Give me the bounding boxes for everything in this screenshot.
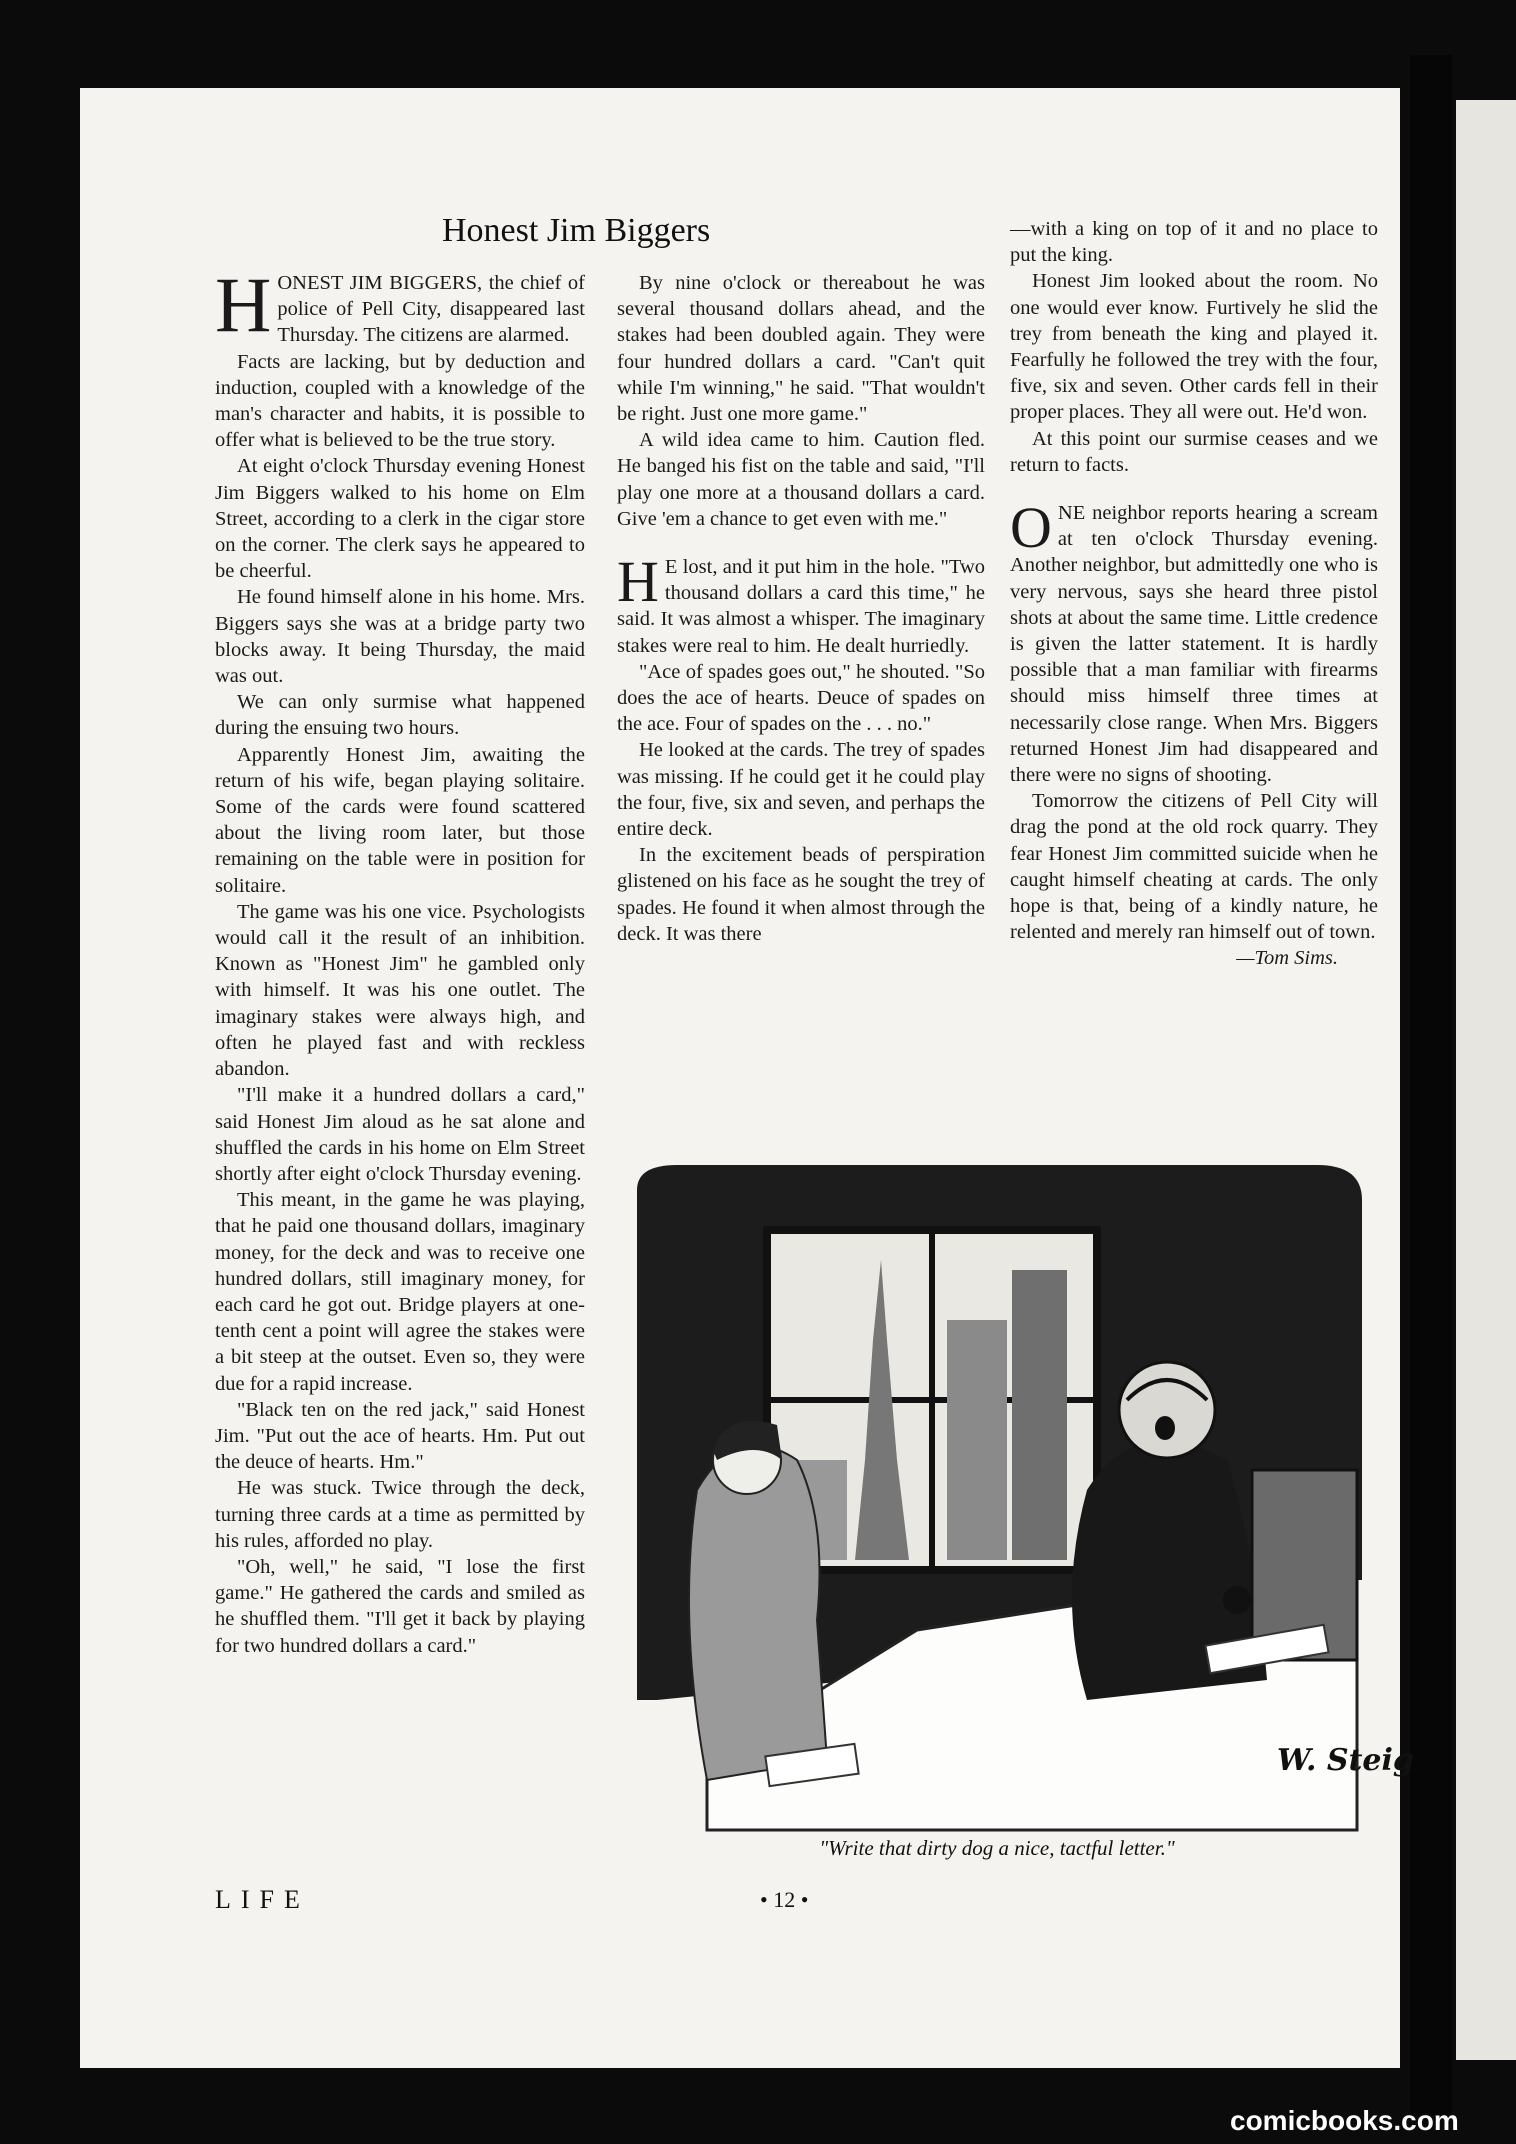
facing-page-edge [1456,100,1516,2060]
paragraph: "Oh, well," he said, "I lose the first game." He gathered the cards and smiled as he shuffled them. "I'll get it back by playing for two hundred dollars a card." [215,1555,585,1657]
paragraph: We can only surmise what happened during the ensuing two hours. [215,691,585,740]
paragraph: "Ace of spades goes out," he shouted. "So does the ace of hearts. Deuce of spades on the ace. Four of spades on the . . . no." [617,660,985,736]
paragraph: At this point our surmise ceases and we return to facts. [1010,427,1378,476]
binding-spine [1410,55,1452,2115]
paragraph: "I'll make it a hundred dollars a card," said Honest Jim aloud as he sat alone and shuffled the cards in his home on Elm Street shortly after eight o'clock Thursday evening. [215,1084,585,1185]
paragraph: This meant, in the game he was playing, that he paid one thousand dollars, imaginary money, for the deck and was to receive one hundred dollars, still imaginary money, for each card he got out. Bridge players at one-tenth cent a point will agree the stakes were a bit steep at the outset. Even so, they were due for a rapid increase. [215,1189,585,1395]
watermark: comicbooks.com [1230,2105,1459,2136]
author-signature: —Tom Sims. [1236,947,1338,970]
drop-cap: H [617,549,659,615]
paragraph: He found himself alone in his home. Mrs. Biggers says she was at a bridge party two blocks away. It being Thursday, the maid was out. [215,586,585,688]
paragraph: A wild idea came to him. Caution fled. He banged his fist on the table and said, "I'll play one more at a thousand dollars a card. Give 'em a chance to get even with me." [617,429,985,530]
article-column-2 [617,270,985,947]
artist-signature: W. Steig [1277,1743,1414,1778]
magazine-name: LIFE [215,1885,310,1914]
page-number: • 12 • [760,1887,809,1912]
drop-cap: H [215,261,272,348]
cartoon-caption: "Write that dirty dog a nice, tactful letter." [819,1836,1175,1860]
article-column-3 [1010,216,1378,972]
drop-cap: O [1010,495,1052,561]
cartoon-illustration [617,1160,1414,1830]
paragraph: HONEST JIM BIGGERS, the chief of police of Pell City, disappeared last Thursday. The citizens are alarmed. [215,261,585,348]
paragraph: Apparently Honest Jim, awaiting the return of his wife, began playing solitaire. Some of the cards were found scattered about the living room later, but those remaining on the table were in position for solitaire. [215,743,585,897]
paragraph: "Black ten on the red jack," said Honest Jim. "Put out the ace of hearts. Hm. Put out the deuce of hearts. Hm." [215,1398,585,1474]
paragraph: H E lost, and it put him in the hole. "Two thousand dollars a card this time," he said. It was almost a whisper. The imaginary stakes were real to him. He dealt hurriedly. [617,549,985,657]
paragraph: —with a king on top of it and no place to put the king. [1010,218,1378,267]
article-title: Honest Jim Biggers [442,212,711,249]
paragraph: In the excitement beads of perspiration glistened on his face as he sought the trey of spades. He found it when almost through the deck. It was there [617,844,985,945]
article-column-1 [215,261,585,1659]
paragraph: Honest Jim looked about the room. No one would ever know. Furtively he slid the trey from beneath the king and played it. Fearfully he followed the trey with the four, five, six and seven. Other cards fell in their proper places. They all were out. He'd won. [1010,270,1378,424]
paragraph: He was stuck. Twice through the deck, turning three cards at a time as permitted by his rules, afforded no play. [215,1477,585,1552]
paragraph: At eight o'clock Thursday evening Honest Jim Biggers walked to his home on Elm Street, according to a clerk in the cigar store on the corner. The clerk says he appeared to be cheerful. [215,455,585,583]
paragraph: Tomorrow the citizens of Pell City will drag the pond at the old rock quarry. They fear Honest Jim committed suicide when he caught himself cheating at cards. The only hope is that, being of a kindly nature, he relented and merely ran himself out of town. [1010,790,1378,944]
paragraph: ONE neighbor reports hearing a scream at ten o'clock Thursday evening. Another neighbor, but admittedly one who is very nervous, says she heard three pistol shots at about the same time. Little credence is given the latter statement. It is hardly possible that a man familiar with firearms should miss himself three times at necessarily close range. When Mrs. Biggers returned Honest Jim had disappeared and there were no signs of shooting. [1010,495,1378,787]
paragraph: He looked at the cards. The trey of spades was missing. If he could get it he could play the four, five, six and seven, and perhaps the entire deck. [617,739,985,841]
paragraph: By nine o'clock or thereabout he was several thousand dollars ahead, and the stakes had been doubled again. They were four hundred dollars a card. "Can't quit while I'm winning," he said. "That wouldn't be right. Just one more game." [617,272,985,426]
paragraph: Facts are lacking, but by deduction and induction, coupled with a knowledge of the man's character and habits, it is possible to offer what is believed to be the true story. [215,350,585,452]
paragraph: The game was his one vice. Psychologists would call it the result of an inhibition. Known as "Honest Jim" he gambled only with himself. It was his one outlet. The imaginary stakes were always high, and often he played fast and with reckless abandon. [215,900,585,1081]
